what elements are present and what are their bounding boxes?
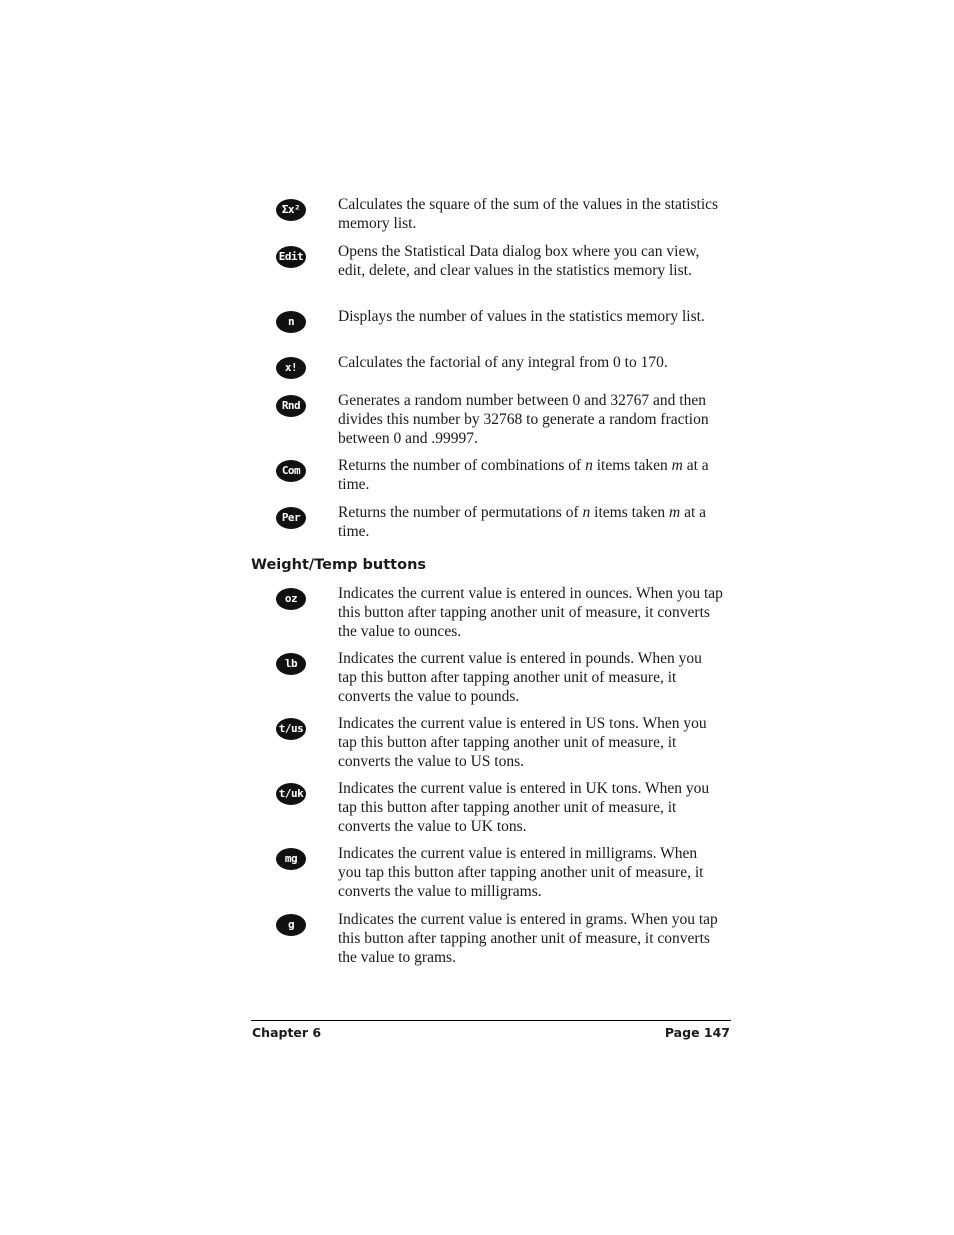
button-description: Indicates the current value is entered in ounces. When you tap this button after tapping another unit of measure, it converts the value to ounces. bbox=[338, 585, 723, 640]
edit-icon: Edit bbox=[276, 246, 306, 268]
button-description: Returns the number of permutations of n items taken m at a time. bbox=[338, 504, 707, 540]
button-description: Indicates the current value is entered in pounds. When you tap this button after tapping another unit of measure, it converts the value to pounds. bbox=[338, 650, 702, 705]
sum-x-squared-icon: Σx² bbox=[276, 199, 306, 221]
uk-tons-icon: t/uk bbox=[276, 783, 306, 805]
section-heading: Weight/Temp buttons bbox=[251, 557, 427, 573]
n-icon: n bbox=[276, 311, 306, 333]
button-description: Displays the number of values in the statistics memory list. bbox=[338, 308, 705, 325]
pounds-icon: lb bbox=[276, 653, 306, 675]
combinations-icon: Com bbox=[276, 460, 306, 482]
grams-icon: g bbox=[276, 914, 306, 936]
button-description: Indicates the current value is entered in grams. When you tap this button after tapping another unit of measure, it converts the value to grams. bbox=[338, 911, 718, 966]
milligrams-icon: mg bbox=[276, 848, 306, 870]
footer-page-number: Page 147 bbox=[664, 1025, 730, 1040]
footer-divider bbox=[251, 1020, 731, 1021]
permutations-icon: Per bbox=[276, 507, 306, 529]
button-description: Calculates the square of the sum of the values in the statistics memory list. bbox=[338, 196, 719, 232]
button-description: Indicates the current value is entered in UK tons. When you tap this button after tapping another unit of measure, it converts the value to UK tons. bbox=[338, 780, 710, 835]
ounces-icon: oz bbox=[276, 588, 306, 610]
random-icon: Rnd bbox=[276, 395, 306, 417]
button-description: Returns the number of combinations of n items taken m at a time. bbox=[338, 457, 709, 493]
button-description: Calculates the factorial of any integral from 0 to 170. bbox=[338, 354, 668, 371]
factorial-icon: x! bbox=[276, 357, 306, 379]
button-description: Generates a random number between 0 and 32767 and then divides this number by 32768 to generate a random fraction between 0 and .99997. bbox=[338, 392, 709, 447]
button-description: Indicates the current value is entered in milligrams. When you tap this button after tapping another unit of measure, it converts the value to milligrams. bbox=[338, 845, 704, 900]
footer-chapter: Chapter 6 bbox=[252, 1025, 322, 1040]
button-description: Indicates the current value is entered in US tons. When you tap this button after tapping another unit of measure, it converts the value to US tons. bbox=[338, 715, 707, 770]
us-tons-icon: t/us bbox=[276, 718, 306, 740]
button-description: Opens the Statistical Data dialog box where you can view, edit, delete, and clear values in the statistics memory list. bbox=[338, 243, 700, 279]
